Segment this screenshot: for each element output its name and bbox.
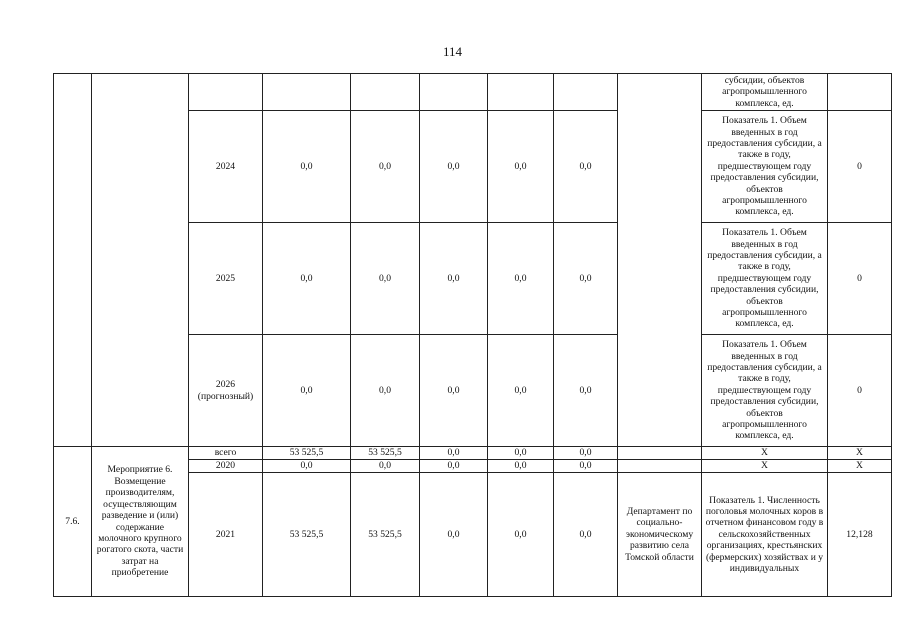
cell-value: 0,0 [420,473,488,597]
cell-value: 0,0 [351,460,420,473]
cell-indicator-value: 12,128 [828,473,892,597]
cell-value: 0,0 [420,335,488,447]
cell-executor [618,447,702,460]
cell-year: 2026 (прогнозный) [189,335,263,447]
cell-year: 2025 [189,223,263,335]
cell-value: 0,0 [488,473,554,597]
cell-year: всего [189,447,263,460]
cell-indicator-value: 0 [828,335,892,447]
cell-value: 0,0 [351,111,420,223]
cell-indicator: субсидии, объектов агропромышленного комплекса, ед. [702,74,828,111]
cell-indicator: X [702,447,828,460]
cell-indicator: Показатель 1. Объем введенных в год предоставления субсидии, а также в году, предшествующем году предоставления субсидии, объектов агропромышленного комплекса, ед. [702,335,828,447]
cell-indicator-value: X [828,460,892,473]
cell-indicator: Показатель 1. Объем введенных в год предоставления субсидии, а также в году, предшествующем году предоставления субсидии, объектов агропромышленного комплекса, ед. [702,111,828,223]
cell-value [554,74,618,111]
cell-value: 0,0 [488,460,554,473]
cell-value: 0,0 [554,460,618,473]
cell-indicator-value [828,74,892,111]
cell-value: 0,0 [263,111,351,223]
cell-year [189,74,263,111]
cell-value: 0,0 [554,111,618,223]
page-number: 114 [442,44,463,59]
cell-value: 53 525,5 [263,447,351,460]
cell-indicator-value: 0 [828,223,892,335]
cell-value: 0,0 [263,335,351,447]
cell-value: 0,0 [488,111,554,223]
cell-value: 53 525,5 [351,473,420,597]
cell-value: 0,0 [351,223,420,335]
cell-value: 0,0 [420,223,488,335]
program-table [53,73,892,597]
cell-indicator-value: 0 [828,111,892,223]
table-row [54,447,892,460]
cell-executor: Департамент по социально-экономическому развитию села Томской области [618,473,702,597]
cell-value: 0,0 [263,460,351,473]
cell-number [54,74,92,447]
cell-value [488,74,554,111]
cell-indicator: X [702,460,828,473]
cell-value: 0,0 [488,223,554,335]
cell-value: 0,0 [554,473,618,597]
cell-value [263,74,351,111]
cell-value: 53 525,5 [351,447,420,460]
cell-indicator: Показатель 1. Объем введенных в год предоставления субсидии, а также в году, предшествующем году предоставления субсидии, объектов агропромышленного комплекса, ед. [702,223,828,335]
cell-executor [618,460,702,473]
cell-value [351,74,420,111]
cell-value: 0,0 [488,447,554,460]
cell-value: 0,0 [420,460,488,473]
cell-year: 2021 [189,473,263,597]
cell-value: 0,0 [420,447,488,460]
cell-year: 2024 [189,111,263,223]
cell-value: 0,0 [263,223,351,335]
cell-value: 0,0 [554,447,618,460]
cell-name [92,74,189,447]
cell-indicator-value: X [828,447,892,460]
cell-year: 2020 [189,460,263,473]
cell-value: 0,0 [554,223,618,335]
cell-number: 7.6. [54,447,92,597]
cell-executor [618,74,702,447]
cell-value: 0,0 [554,335,618,447]
cell-value: 0,0 [351,335,420,447]
cell-indicator: Показатель 1. Численность поголовья молочных коров в отчетном финансовом году в сельскохозяйственных организациях, крестьянских (фермерских) хозяйствах и у индивидуальных [702,473,828,597]
cell-value: 53 525,5 [263,473,351,597]
cell-name: Мероприятие 6. Возмещение производителям, осуществляющим разведение и (или) содержание молочного крупного рогатого скота, части затрат на приобретение [92,447,189,597]
cell-value: 0,0 [420,111,488,223]
cell-value: 0,0 [488,335,554,447]
cell-value [420,74,488,111]
table-row [54,74,892,111]
